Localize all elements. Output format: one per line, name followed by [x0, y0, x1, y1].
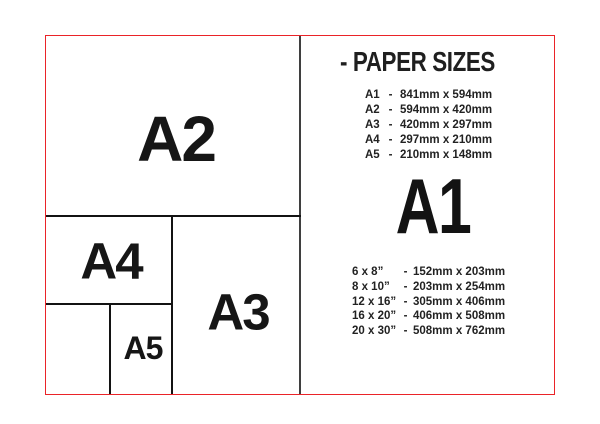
a-series-label: A5	[365, 149, 380, 161]
inch-series-value: 152mm x 203mm	[413, 266, 506, 278]
a2-bottom-boundary-line	[46, 215, 301, 217]
a-series-value: 297mm x 210mm	[400, 134, 493, 146]
inch-series-label: 12 x 16”	[352, 295, 397, 308]
inch-series-size-table	[352, 265, 505, 339]
a-series-dash: -	[388, 149, 393, 161]
inch-series-dash: -	[403, 280, 408, 293]
inch-series-label: 6 x 8”	[352, 266, 384, 278]
inch-series-dash: -	[403, 310, 408, 323]
a-series-value: 210mm x 148mm	[400, 149, 493, 161]
a-series-label: A1	[365, 89, 380, 101]
inch-series-label: 20 x 30”	[352, 325, 397, 338]
a5-rectangle-label: A5	[123, 330, 163, 366]
a5-left-boundary-line	[109, 304, 111, 394]
a-series-dash: -	[388, 89, 393, 101]
inch-series-value: 203mm x 254mm	[413, 280, 506, 293]
inch-series-dash: -	[403, 295, 408, 308]
inch-series-label: 16 x 20”	[352, 310, 397, 323]
inch-series-value: 508mm x 762mm	[413, 325, 506, 338]
a-series-dash: -	[388, 119, 393, 131]
inch-series-value: 406mm x 508mm	[413, 310, 506, 323]
a-series-value: 420mm x 297mm	[400, 119, 493, 131]
inch-series-dash: -	[403, 325, 408, 338]
a4-rectangle-label: A4	[80, 232, 142, 290]
inch-series-value: 305mm x 406mm	[413, 295, 506, 308]
inch-series-label: 8 x 10”	[352, 280, 390, 293]
a2-rectangle-label: A2	[137, 103, 215, 175]
a-series-dash: -	[388, 134, 393, 146]
a-series-value: 841mm x 594mm	[400, 89, 493, 101]
page-title: - PAPER SIZES	[340, 46, 495, 77]
a-series-dash: -	[388, 104, 393, 116]
featured-size-label: A1	[395, 162, 471, 250]
a-series-label: A3	[365, 119, 380, 131]
a-series-value: 594mm x 420mm	[400, 104, 493, 116]
a3-rectangle-label: A3	[207, 283, 269, 341]
a-series-size-table	[365, 88, 492, 163]
inch-series-dash: -	[403, 266, 408, 278]
a-series-label: A4	[365, 134, 380, 146]
a-series-label: A2	[365, 104, 380, 116]
